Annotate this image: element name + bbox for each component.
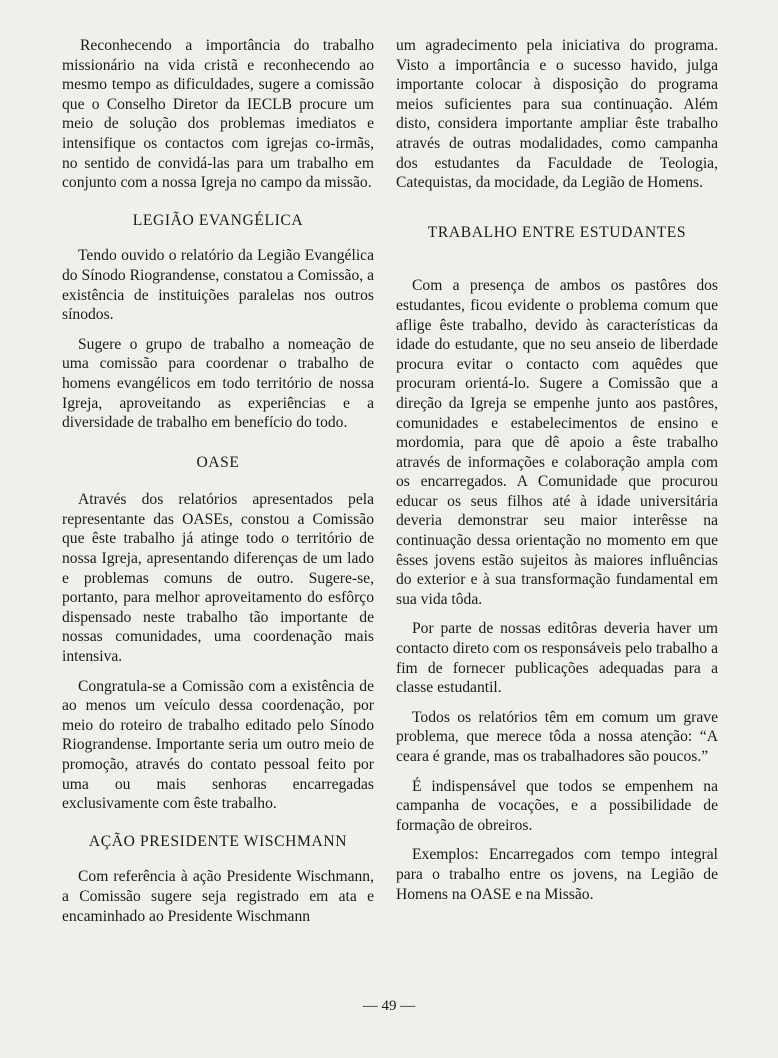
paragraph-relatorios: Todos os relatórios têm em comum um grave problema, que merece tôda a nossa atenção: “A ceara é grande, mas os trabalhadores são poucos.”: [396, 708, 718, 765]
paragraph-editoras: Por parte de nossas editôras deveria haver um contacto direto com os responsáveis pelo trabalho a fim de fornecer publicações adequadas para a classe estudantil.: [396, 620, 718, 697]
heading-legiao-evangelica: LEGIÃO EVANGÉLICA: [132, 211, 304, 229]
paragraph-agradecimento: um agradecimento pela iniciativa do programa. Visto a importância e o sucesso havido, julga importante colocar à disposição do programa meios suficientes para sua continuação. Além disto, considera importante ampliar êste trabalho através de outras modalidades, como campanha dos estudantes da Faculdade de Teologia, Catequistas, da mocidade, da Legião de Homens.: [396, 37, 718, 192]
left-column: [62, 36, 374, 936]
paragraph-estudantes-1: Com a presença de ambos os pastôres dos estudantes, ficou evidente o problema comum que aflige êste trabalho, devido às características da idade do estudante, que no seu anseio de liberdade procura evitar o contacto com aquêdes que procuram orientá-lo. Sugere a Comissão que a direção da Igreja se empenhe junto aos pastôres, comunidades e estabelecimentos de ensino e mordomia, para que dê apoio a êste trabalho através de informações e colaboração ampla com os encarregados. A Comunidade que procurou educar os seus filhos até à idade universitária deveria demonstrar seu maior interêsse na continuação dessa orientação no momento em que êsses jovens estão sujeitos às maiores influências do exterior e à sua transformação fundamental em sua vida tôda.: [396, 277, 718, 608]
heading-trabalho-estudantes: TRABALHO ENTRE ESTUDANTES: [427, 223, 687, 241]
heading-oase: OASE: [196, 453, 240, 471]
paragraph-exemplos: Exemplos: Encarregados com tempo integral para o trabalho entre os jovens, na Legião de Homens na OASE e na Missão.: [396, 846, 718, 903]
paragraph-missao: Reconhecendo a importância do trabalho missionário na vida cristã e reconhecendo ao mesmo tempo as dificuldades, sugere a comissão que o Conselho Diretor da IECLB procure um meio de solução dos problemas imediatos e intensifique os contactos com igrejas co-irmãs, no sentido de convidá-las para um trabalho em conjunto com a nossa Igreja no campo da missão.: [62, 37, 374, 192]
paragraph-acao-presidente: Com referência à ação Presidente Wischmann, a Comissão sugere seja registrado em ata e encaminhado ao Presidente Wischmann: [62, 868, 374, 925]
paragraph-vocacoes: É indispensável que todos se empenhem na campanha de vocações, e a possibilidade de formação de obreiros.: [396, 777, 718, 834]
paragraph-legiao-1: Tendo ouvido o relatório da Legião Evangélica do Sínodo Riograndense, constatou a Comissão, a existência de instituições paralelas nos outros sínodos.: [62, 247, 374, 324]
heading-acao-presidente: AÇÃO PRESIDENTE WISCHMANN: [88, 832, 348, 850]
paragraph-oase-1: Através dos relatórios apresentados pela representante das OASEs, constou a Comissão que êste trabalho já atinge todo o território de nossa Igreja, apresentando diferenças de um lado e problemas comuns de outro. Sugere-se, portanto, para melhor aproveitamento do esfôrço dispensado neste trabalho tão importante de nossas comunidades, uma coordenação mais intensiva.: [62, 491, 374, 666]
right-column: [396, 36, 718, 914]
paragraph-legiao-2: Sugere o grupo de trabalho a nomeação de uma comissão para coordenar o trabalho de homens evangélicos em todo território de nossa Igreja, aproveitando as experiências e a diversidade de trabalho em benefício do todo.: [62, 335, 374, 432]
page-number: — 49 —: [362, 998, 416, 1014]
paragraph-oase-2: Congratula-se a Comissão com a existência de ao menos um veículo dessa coordenação, por meio do roteiro de trabalho editado pelo Sínodo Riograndense. Importante seria um outro meio de promoção, através do contato pessoal feito por uma ou mais senhoras encarregadas exclusivamente com êste trabalho.: [62, 677, 374, 813]
